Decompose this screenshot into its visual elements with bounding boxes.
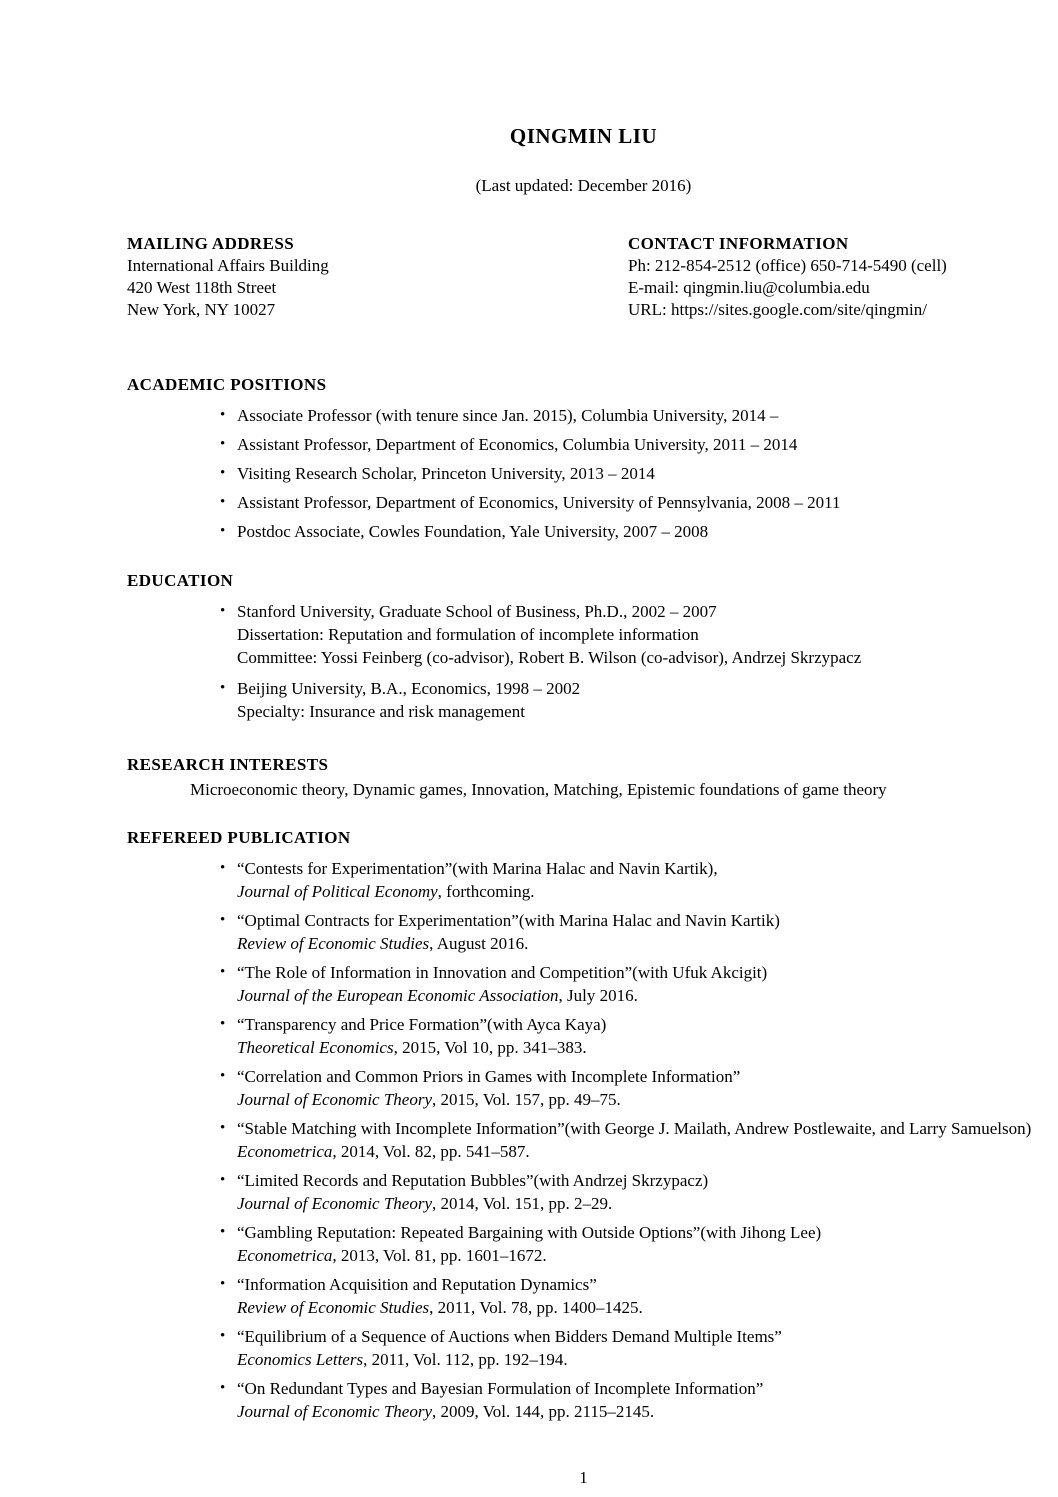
journal-name: Journal of the European Economic Association bbox=[237, 986, 559, 1005]
publication-title: • “The Role of Information in Innovation and Competition”(with Ufuk Akcigit) bbox=[237, 963, 768, 982]
publication-reference bbox=[237, 1088, 1040, 1111]
publication-title: • “Information Acquisition and Reputation Dynamics” bbox=[237, 1275, 597, 1294]
publication-details: , 2013, Vol. 81, pp. 1601–1672. bbox=[332, 1246, 547, 1265]
research-interests-heading: RESEARCH INTERESTS bbox=[127, 755, 329, 774]
education-list bbox=[127, 600, 1040, 723]
publication-details: , 2011, Vol. 112, pp. 192–194. bbox=[363, 1350, 568, 1369]
publication-details: , July 2016. bbox=[558, 986, 638, 1005]
journal-name: Econometrica bbox=[237, 1142, 333, 1161]
publication-item bbox=[237, 909, 1040, 955]
publication-title: • “Gambling Reputation: Repeated Bargaining with Outside Options”(with Jihong Lee) bbox=[237, 1223, 822, 1242]
publication-details: , 2014, Vol. 151, pp. 2–29. bbox=[432, 1194, 613, 1213]
education-item bbox=[237, 600, 1040, 669]
publication-reference bbox=[237, 984, 1040, 1007]
education-degree: • Stanford University, Graduate School of Business, Ph.D., 2002 – 2007 bbox=[237, 602, 717, 621]
publication-details: , forthcoming. bbox=[437, 882, 535, 901]
academic-positions-heading: ACADEMIC POSITIONS bbox=[127, 375, 327, 394]
publications-heading: REFEREED PUBLICATION bbox=[127, 828, 351, 847]
publication-details: , August 2016. bbox=[429, 934, 529, 953]
contact-information-heading: CONTACT INFORMATION bbox=[628, 234, 849, 253]
publication-title: • “Stable Matching with Incomplete Information”(with George J. Mailath, Andrew Postlewaite, and Larry Samuelson) bbox=[237, 1119, 1032, 1138]
url-line: URL: https://sites.google.com/site/qingmin/ bbox=[628, 300, 927, 319]
publication-item bbox=[237, 1169, 1040, 1215]
publication-title: • “Correlation and Common Priors in Games with Incomplete Information” bbox=[237, 1067, 741, 1086]
publication-reference bbox=[237, 932, 1040, 955]
journal-name: Journal of Economic Theory bbox=[237, 1402, 432, 1421]
mailing-address-heading: MAILING ADDRESS bbox=[127, 234, 295, 253]
education-detail: Dissertation: Reputation and formulation of incomplete information bbox=[237, 625, 699, 644]
publication-reference bbox=[237, 1296, 1040, 1319]
journal-name: Journal of Economic Theory bbox=[237, 1194, 432, 1213]
email-line: E-mail: qingmin.liu@columbia.edu bbox=[628, 278, 870, 297]
address-line: New York, NY 10027 bbox=[127, 300, 276, 319]
publication-title: • “Optimal Contracts for Experimentation”(with Marina Halac and Navin Kartik) bbox=[237, 911, 780, 930]
publication-title: • “Contests for Experimentation”(with Marina Halac and Navin Kartik), bbox=[237, 859, 718, 878]
address-line: 420 West 118th Street bbox=[127, 278, 277, 297]
journal-name: Econometrica bbox=[237, 1246, 333, 1265]
position-item: • Associate Professor (with tenure since Jan. 2015), Columbia University, 2014 – bbox=[237, 404, 1040, 427]
journal-name: Review of Economic Studies bbox=[237, 934, 430, 953]
page-title: QINGMIN LIU bbox=[509, 124, 658, 148]
publication-details: , 2015, Vol. 157, pp. 49–75. bbox=[432, 1090, 621, 1109]
position-item: • Assistant Professor, Department of Economics, Columbia University, 2011 – 2014 bbox=[237, 433, 1040, 456]
position-item: • Assistant Professor, Department of Economics, University of Pennsylvania, 2008 – 2011 bbox=[237, 491, 1040, 514]
publication-reference bbox=[237, 1348, 1040, 1371]
publication-item bbox=[237, 1325, 1040, 1371]
publication-details: , 2011, Vol. 78, pp. 1400–1425. bbox=[429, 1298, 643, 1317]
page-number: 1 bbox=[579, 1468, 588, 1487]
publication-item bbox=[237, 1377, 1040, 1423]
publication-reference bbox=[237, 1140, 1040, 1163]
academic-positions-section bbox=[127, 373, 1040, 543]
publication-reference bbox=[237, 1192, 1040, 1215]
publication-title: • “On Redundant Types and Bayesian Formulation of Incomplete Information” bbox=[237, 1379, 764, 1398]
education-heading: EDUCATION bbox=[127, 571, 234, 590]
education-degree: • Beijing University, B.A., Economics, 1998 – 2002 bbox=[237, 679, 581, 698]
publication-details: , 2014, Vol. 82, pp. 541–587. bbox=[332, 1142, 530, 1161]
publication-item bbox=[237, 1065, 1040, 1111]
publication-reference bbox=[237, 1036, 1040, 1059]
journal-name: Theoretical Economics bbox=[237, 1038, 394, 1057]
education-section bbox=[127, 569, 1040, 723]
publication-details: , 2009, Vol. 144, pp. 2115–2145. bbox=[432, 1402, 655, 1421]
publications-section bbox=[127, 826, 1040, 1423]
position-item: • Postdoc Associate, Cowles Foundation, Yale University, 2007 – 2008 bbox=[237, 520, 1040, 543]
publication-title: • “Limited Records and Reputation Bubbles”(with Andrzej Skrzypacz) bbox=[237, 1171, 709, 1190]
publication-item bbox=[237, 857, 1040, 903]
academic-positions-list bbox=[127, 404, 1040, 543]
education-item bbox=[237, 677, 1040, 723]
publication-title: • “Equilibrium of a Sequence of Auctions when Bidders Demand Multiple Items” bbox=[237, 1327, 782, 1346]
last-updated-note: (Last updated: December 2016) bbox=[475, 176, 692, 195]
address-line: International Affairs Building bbox=[127, 256, 329, 275]
phone-line: Ph: 212-854-2512 (office) 650-714-5490 (cell) bbox=[628, 256, 947, 275]
publication-title: • “Transparency and Price Formation”(with Ayca Kaya) bbox=[237, 1015, 607, 1034]
research-interests-text: Microeconomic theory, Dynamic games, Innovation, Matching, Epistemic foundations of game theory bbox=[190, 780, 887, 799]
journal-name: Journal of Economic Theory bbox=[237, 1090, 432, 1109]
publication-item bbox=[237, 1273, 1040, 1319]
education-detail: Specialty: Insurance and risk management bbox=[237, 702, 525, 721]
publication-item bbox=[237, 1117, 1040, 1163]
publications-list bbox=[127, 857, 1040, 1423]
contact-information-block bbox=[628, 233, 1040, 321]
journal-name: Review of Economic Studies bbox=[237, 1298, 430, 1317]
publication-item bbox=[237, 1013, 1040, 1059]
journal-name: Journal of Political Economy bbox=[237, 882, 438, 901]
journal-name: Economics Letters bbox=[237, 1350, 364, 1369]
mailing-address-block bbox=[127, 233, 628, 321]
education-detail: Committee: Yossi Feinberg (co-advisor), Robert B. Wilson (co-advisor), Andrzej Skrzypacz bbox=[237, 648, 862, 667]
publication-reference bbox=[237, 1244, 1040, 1267]
publication-reference bbox=[237, 880, 1040, 903]
publication-item bbox=[237, 1221, 1040, 1267]
position-item: • Visiting Research Scholar, Princeton University, 2013 – 2014 bbox=[237, 462, 1040, 485]
publication-item bbox=[237, 961, 1040, 1007]
research-interests-section bbox=[127, 753, 1040, 801]
address-contact-block bbox=[127, 233, 1040, 321]
publication-details: , 2015, Vol 10, pp. 341–383. bbox=[393, 1038, 587, 1057]
publication-reference bbox=[237, 1400, 1040, 1423]
